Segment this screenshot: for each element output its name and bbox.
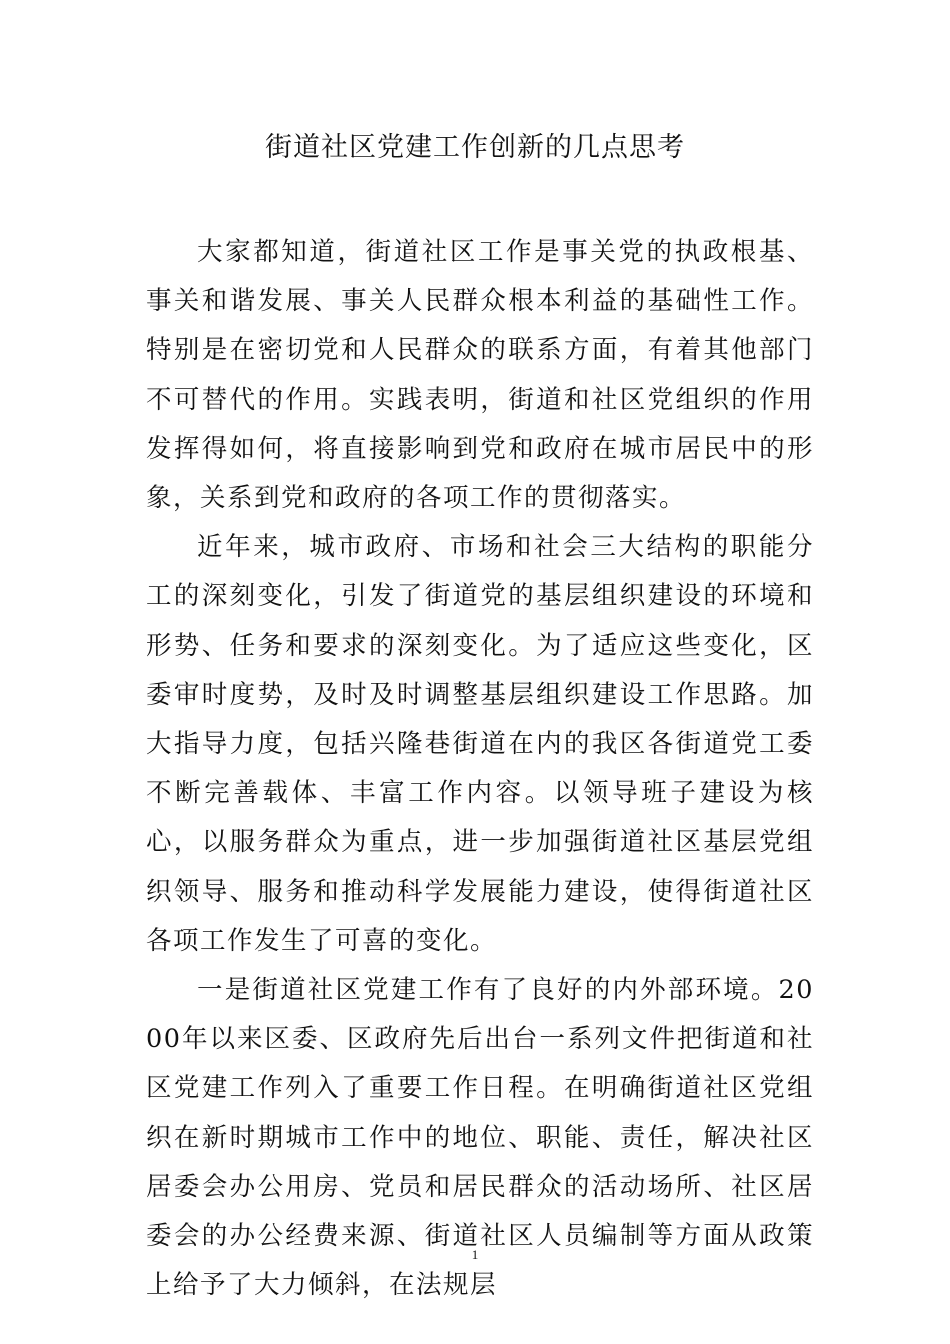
paragraph-3: 一是街道社区党建工作有了良好的内外部环境。2000年以来区委、区政府先后出台一系列文件把街道和社区党建工作列入了重要工作日程。在明确街道社区党组织在新时期城市工作中的地位、职能、责任，解决社区居委会办公用房、党员和居民群众的活动场所、社区居委会的办公经费来源、街道社区人员编制等方面从政策上给予了大力倾斜，在法规层 xyxy=(146,975,814,1301)
document-body xyxy=(146,228,814,1310)
paragraph-1: 大家都知道，街道社区工作是事关党的执政根基、事关和谐发展、事关人民群众根本利益的基础性工作。特别是在密切党和人民群众的联系方面，有着其他部门不可替代的作用。实践表明，街道和社区党组织的作用发挥得如何，将直接影响到党和政府在城市居民中的形象，关系到党和政府的各项工作的贯彻落实。 xyxy=(146,237,814,514)
paragraph-2: 近年来，城市政府、市场和社会三大结构的职能分工的深刻变化，引发了街道党的基层组织建设的环境和形势、任务和要求的深刻变化。为了适应这些变化，区委审时度势，及时及时调整基层组织建设工作思路。加大指导力度，包括兴隆巷街道在内的我区各街道党工委不断完善载体、丰富工作内容。以领导班子建设为核心，以服务群众为重点，进一步加强街道社区基层党组织领导、服务和推动科学发展能力建设，使得街道社区各项工作发生了可喜的变化。 xyxy=(146,532,814,956)
page-number: 1 xyxy=(471,1247,479,1262)
document-title: 街道社区党建工作创新的几点思考 xyxy=(265,132,685,163)
